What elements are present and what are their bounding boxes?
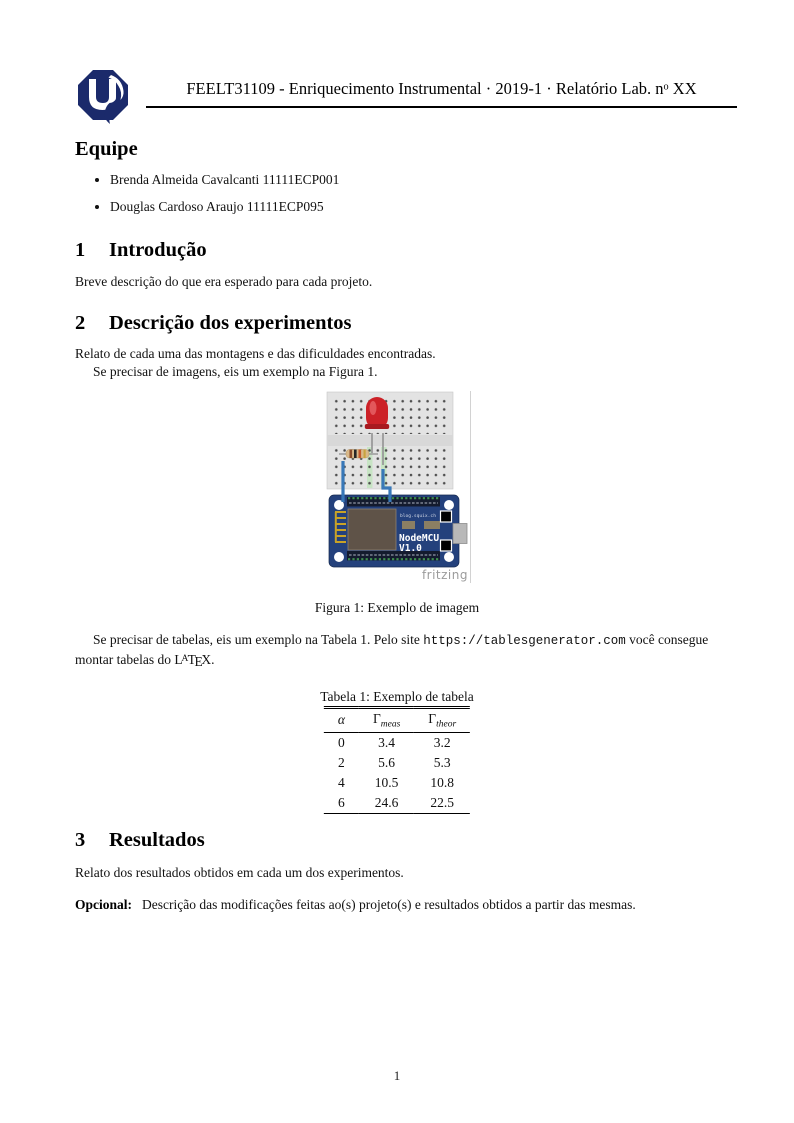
page-header — [76, 68, 737, 126]
table-header-gamma-meas: $\Gamma_{meas}$ — [359, 708, 414, 733]
header-rule — [146, 79, 737, 108]
table-header-row — [324, 708, 470, 733]
optional-text: Descrição das modificações feitas ao(s) projeto(s) e resultados obtidos a partir das mesmas. — [142, 897, 636, 912]
table-row — [324, 793, 470, 814]
header-title-superscript: o — [663, 81, 669, 93]
ufu-logo-icon — [76, 68, 130, 126]
latex-letter: E — [194, 654, 203, 670]
section-number: 2 — [75, 312, 86, 334]
page-number: 1 — [393, 1068, 401, 1083]
section-2-paragraph-1: Relato de cada uma das montagens e das dificuldades encontradas. — [75, 346, 436, 361]
tablesgenerator-link[interactable]: https://tablesgenerator.com — [423, 634, 626, 648]
figure-image — [326, 391, 472, 583]
header-title: FEELT31109 - Enriquecimento Instrumental · 2019-1 · Relatório Lab. n — [186, 79, 664, 98]
section-number: 3 — [75, 829, 86, 851]
table-header-alpha: α — [324, 708, 359, 733]
table-cell: 10.5 — [374, 774, 399, 790]
section-number: 1 — [75, 239, 86, 261]
tables-paragraph-text: . — [211, 651, 215, 667]
smd-component — [424, 521, 440, 529]
table-row — [324, 773, 470, 793]
table-cell: 6 — [324, 793, 359, 814]
table-cell: 5.3 — [433, 754, 451, 770]
circuit-figure-svg — [326, 391, 472, 583]
section-2-paragraphs — [75, 345, 734, 380]
table-row — [324, 753, 470, 773]
table-cell: 0 — [338, 734, 345, 750]
section-title: Descrição dos experimentos — [109, 312, 352, 334]
section-title: Introdução — [109, 239, 207, 261]
table-cell: 2 — [338, 754, 345, 770]
section-1-heading — [75, 239, 734, 262]
breadboard — [327, 392, 453, 489]
latex-letter: X — [201, 651, 212, 667]
section-1-paragraph: Breve descrição do que era esperado para cada projeto. — [75, 274, 373, 289]
latex-letter: T — [187, 651, 196, 667]
section-3-heading — [75, 829, 734, 852]
header-title-suffix: XX — [668, 79, 697, 98]
optional-paragraph — [75, 896, 734, 914]
table-cell: 22.5 — [414, 793, 470, 814]
usb-connector — [453, 524, 467, 544]
ufu-logo-svg — [76, 68, 130, 126]
board-small-label: blog.squix.ch — [400, 514, 436, 519]
tables-paragraph — [75, 631, 734, 671]
table-row — [324, 732, 470, 753]
latex-logo — [174, 651, 212, 670]
fritzing-watermark: fritzing — [421, 568, 468, 582]
team-member: • Douglas Cardoso Araujo 11111ECP095 — [110, 199, 339, 215]
table-cell: 3.2 — [433, 734, 451, 750]
equipe-heading: Equipe — [75, 138, 138, 160]
board-version-label: V1.0 — [399, 543, 422, 554]
table-cell: 3.4 — [378, 734, 396, 750]
latex-letter: L — [174, 651, 183, 667]
section-3-paragraph: Relato dos resultados obtidos em cada um dos experimentos. — [75, 865, 404, 880]
section-title: Resultados — [109, 829, 205, 851]
table-cell: 10.8 — [430, 774, 455, 790]
table-header-gamma-theor: $\Gamma_{theor}$ — [414, 708, 470, 733]
optional-label: Opcional: — [75, 897, 133, 912]
example-table — [324, 706, 470, 814]
table-cell: 5.6 — [378, 754, 396, 770]
section-2-paragraph-2: Se precisar de imagens, eis um exemplo na Figura 1. — [93, 363, 378, 379]
section-2-heading — [75, 312, 734, 335]
table-caption: Tabela 1: Exemplo de tabela — [320, 689, 474, 704]
tables-paragraph-text: você consegue montar tabelas do — [75, 632, 709, 667]
board-title-label: NodeMCU — [399, 533, 440, 544]
tables-paragraph-text: Se precisar de tabelas, eis um exemplo na Tabela 1. Pelo site — [93, 632, 424, 647]
table-cell: 24.6 — [359, 793, 414, 814]
nodemcu-board — [329, 495, 467, 567]
team-member: • Brenda Almeida Cavalcanti 11111ECP001 — [110, 172, 339, 188]
figure-caption: Figura 1: Exemplo de imagem — [314, 600, 480, 615]
latex-letter: A — [181, 653, 189, 664]
table-cell: 4 — [338, 774, 345, 790]
team-member-list — [92, 172, 339, 225]
smd-component — [402, 521, 415, 529]
